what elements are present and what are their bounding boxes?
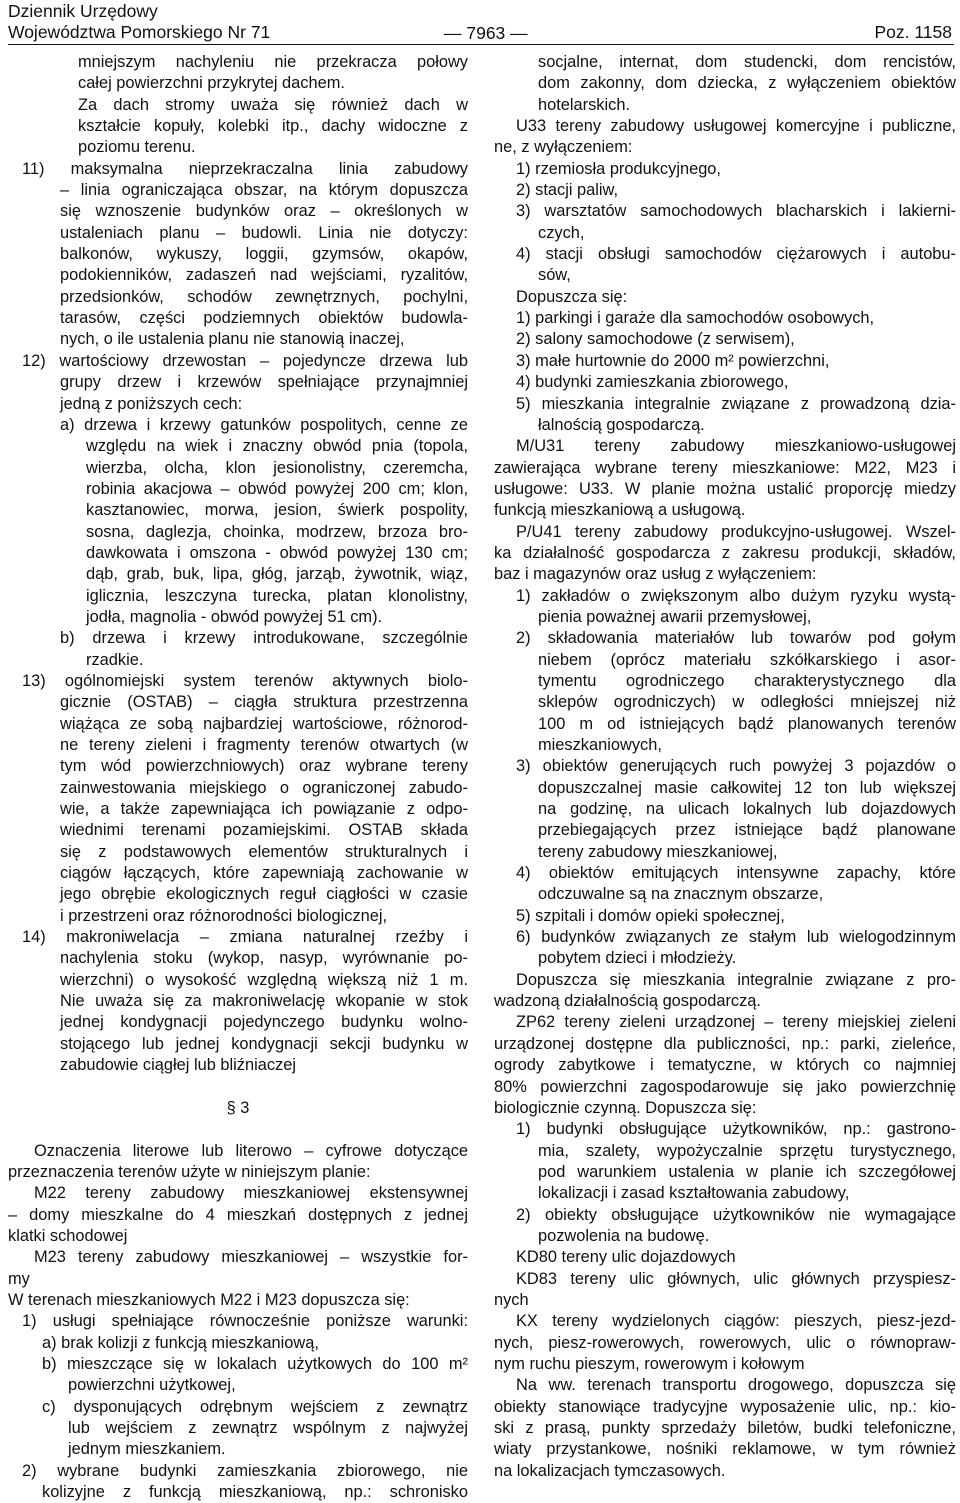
text-line: kolizyjne z funkcją mieszkaniową, np.: schronisko [42, 1483, 468, 1502]
text-line: 2) obiekty obsługujące użytkowników nie wymagające [516, 1205, 956, 1224]
text-line: powierzchni użytkowej, [68, 1376, 236, 1395]
text-line: wadzoną działalnością gospodarczą. [494, 992, 761, 1011]
text-line: ne, z wyłączeniem: [494, 138, 633, 157]
text-line: nym ruchu pieszym, rowerowym i kołowym [494, 1354, 805, 1373]
text-line: Dopuszcza się mieszkania integralnie związane z pro- [516, 970, 956, 989]
text-line: sklepów ogrodniczych) w odległości mniejszej niż [538, 693, 956, 712]
text-line: wiążąca ze sobą najbardziej wartościowe, różnorod- [60, 714, 468, 733]
left-text-column [8, 52, 468, 1503]
text-line: 2) wybrane budynki zamieszkania zbiorowego, nie [22, 1461, 468, 1480]
text-line: i przestrzeni oraz różnorodności biologicznej, [60, 906, 388, 925]
text-line: 11) maksymalna nieprzekraczalna linia zabudowy [22, 159, 468, 178]
text-line: jodła, magnolia - obwód powyżej 51 cm). [86, 607, 383, 626]
text-line: stojącego lub jednej kondygnacji sekcji budynku w [60, 1034, 468, 1053]
header-rule [8, 44, 954, 45]
text-line: klatki schodowej [8, 1226, 128, 1245]
text-line: – linia ograniczająca obszar, na którym dopuszcza [60, 181, 468, 200]
text-line: 4) obiektów emitujących intensywne zapachy, które [516, 864, 956, 883]
text-line: kształcie kopuły, kolebki itp., dachy widoczne z [78, 117, 468, 136]
text-line: 80% powierzchni zagospodarowuje się jako powierzchnię [494, 1077, 956, 1096]
text-line [8, 1119, 468, 1140]
text-line: nachylenia stoku (wykop, nasyp, wyrównanie po- [60, 949, 468, 968]
text-line: łalnością gospodarczą. [538, 415, 705, 434]
text-line: 3) warsztatów samochodowych blacharskich i lakierni- [516, 202, 956, 221]
text-line: mniejszym nachyleniu nie przekracza połowy [78, 53, 468, 71]
text-line: 1) budynki obsługujące użytkowników, np.: gastrono- [516, 1120, 956, 1139]
text-line: podokienników, zadaszeń nad wejściami, ryzalitów, [60, 266, 468, 285]
text-line: na godzinę, na ulicach lokalnych lub dojazdowych [538, 800, 956, 819]
text-line: jego obrębie ekologicznych reguł ciągłości w czasie [60, 885, 468, 904]
text-line: Za dach stromy uważa się również dach w [78, 95, 468, 114]
text-line: 100 m od istniejących bądź planowanych terenów [538, 714, 956, 733]
text-line: grupy drzew i krzewów spełniające przynajmniej [60, 373, 468, 392]
text-line: pobytem dzieci i młodzieży. [538, 949, 737, 968]
text-line: § 3 [226, 1098, 250, 1117]
text-line: Oznaczenia literowe lub literowo – cyfrowe dotyczące [34, 1141, 468, 1160]
text-line: przebiegających przez istniejące bądź planowane [538, 821, 956, 840]
text-line: 4) stacji obsługi samochodów ciężarowych i autobu- [516, 245, 956, 264]
text-line: ciągów łączących, które zapewniają zachowanie w [60, 864, 468, 883]
text-line [8, 1077, 468, 1098]
text-line: zainwestowania miejskiego o ograniczonej zabudo- [60, 778, 468, 797]
text-line: usługowe: U33. W planie można ustalić proporcję miedzy [494, 479, 956, 498]
text-line: nych, o ile ustalenia planu nie stanowią inaczej, [60, 330, 405, 349]
text-line: się wznoszenie budynków oraz – określonych w [60, 202, 468, 221]
text-line: tarasów, części podziemnych obiektów budowla- [60, 309, 468, 328]
text-line: socjalne, internat, dom studencki, dom rencistów, [538, 53, 956, 71]
text-line: a) drzewa i krzewy gatunków pospolitych, cenne ze [60, 415, 468, 434]
text-line: niebem (oprócz materiału szkółkarskiego i asor- [538, 650, 956, 669]
text-line: na lokalizacjach tymczasowych. [494, 1461, 726, 1480]
text-line: Nie uważa się za makroniwelację wkopanie w stok [60, 992, 468, 1011]
text-line: ka działalność gospodarcza z zakresu produkcji, składów, [494, 543, 956, 562]
text-line: zabudowie ciągłej lub bliźniaczej [60, 1056, 296, 1075]
text-line: tym wód powierzchniowych) oraz wybrane tereny [60, 757, 468, 776]
text-line: obiekty stanowiące tradycyjne wyposażenie ulic, np.: kio- [494, 1397, 956, 1416]
text-line: c) dysponujących odrębnym wejściem z zewnątrz [42, 1397, 468, 1416]
text-line: ski z prasą, punkty sprzedaży biletów, budki telefoniczne, [494, 1419, 956, 1437]
text-line: jednej kondygnacji pojedynczego budynku wolno- [60, 1013, 468, 1032]
text-line: b) drzewa i krzewy introdukowane, szczególnie [60, 629, 468, 648]
text-line: hotelarskich. [538, 95, 631, 114]
text-line: 6) budynków związanych ze stałym lub wielogodzinnym [516, 928, 956, 947]
text-line: baz i magazynów oraz usług z wyłączeniem: [494, 565, 817, 584]
text-line: wiednimi terenami pozamiejskimi. OSTAB składa [60, 821, 468, 840]
text-line: M/U31 tereny zabudowy mieszkaniowo-usługowej [516, 437, 956, 456]
text-line: przedsionków, schodów zewnętrznych, pochylni, [60, 287, 468, 306]
text-line: 1) zakładów o zwiększonym albo dużym ryzyku wystą- [516, 586, 956, 605]
text-line: sów, [538, 266, 571, 285]
text-line: lokalizacji i zasad kształtowania zabudowy, [538, 1184, 850, 1203]
text-line: 1) parkingi i garaże dla samochodów osobowych, [516, 309, 875, 328]
text-line: robinia akacjowa – obwód powyżej 200 cm; klon, [86, 479, 468, 498]
text-line: mia, szalety, wypożyczalnie sprzętu turystycznego, [538, 1141, 956, 1160]
text-line: P/U41 tereny zabudowy produkcyjno-usługowej. Wszel- [516, 522, 956, 541]
text-line: dąb, grab, buk, lipa, głóg, jarząb, żywotnik, wiąz, [86, 565, 468, 584]
text-line: wie, a także zapewniająca ich powiązanie z odpo- [60, 800, 468, 819]
right-text-column [494, 52, 956, 1482]
text-line: tymentu ogrodniczego charakterystycznego dla [538, 671, 956, 690]
text-line: a) brak kolizji z funkcją mieszkaniową, [42, 1333, 319, 1352]
text-line: 2) salony samochodowe (z serwisem), [516, 330, 795, 349]
text-line: 1) usługi spełniające równocześnie poniższe warunki: [22, 1312, 468, 1331]
text-line: pozwolenia na budowę. [538, 1226, 710, 1245]
text-line: Na ww. terenach transportu drogowego, dopuszcza się [516, 1376, 956, 1395]
text-line: urządzonej dostępne dla publiczności, np.: parki, zieleńce, [494, 1034, 956, 1053]
text-line: pod warunkiem ustalenia w planie ich szczegółowej [538, 1162, 956, 1181]
text-line: ZP62 tereny zieleni urządzonej – tereny miejskiej zieleni [516, 1013, 956, 1032]
text-line: Dopuszcza się: [516, 287, 628, 306]
journal-region-issue: Województwa Pomorskiego Nr 71 [8, 22, 271, 42]
text-line: – domy mieszkalne do 4 mieszkań dostępnych z jednej [8, 1205, 468, 1224]
text-line: M22 tereny zabudowy mieszkaniowej ekstensywnej [34, 1184, 468, 1203]
text-line: sosna, daglezja, choinka, modrzew, brzoza bro- [86, 522, 468, 541]
text-line: lub wejściem z zewnątrz wspólnym z najwyżej [68, 1419, 468, 1437]
journal-title: Dziennik Urzędowy [8, 1, 158, 21]
text-line: 5) szpitali i domów opieki społecznej, [516, 906, 785, 925]
text-line: mieszkaniowych, [538, 736, 662, 754]
text-line: wierzba, olcha, klon jesionolistny, czeremcha, [86, 458, 468, 477]
text-line: czych, [538, 223, 585, 242]
text-line: całej powierzchni przykrytej dachem. [78, 74, 345, 93]
text-line: ogrody zabytkowe i tematyczne, w których co najmniej [494, 1056, 956, 1075]
text-line: U33 tereny zabudowy usługowej komercyjne i publiczne, [516, 117, 956, 136]
text-line: iglicznia, leszczyna turecka, platan klonolistny, [86, 586, 468, 605]
text-line: funkcją mieszkaniową a usługową. [494, 501, 746, 520]
text-line: gicznie (OSTAB) – ciągła struktura przestrzenna [60, 693, 468, 712]
text-line: balkonów, wykuszy, loggii, gzymsów, okapów, [60, 245, 468, 264]
text-line: przeznaczenia terenów użyte w niniejszym planie: [8, 1162, 371, 1181]
text-line: nych, piesz-rowerowych, rowerowych, ulic o równopraw- [494, 1333, 956, 1352]
text-line: zawierająca wybrane tereny mieszkaniowe: M22, M23 i [494, 458, 956, 477]
text-line: ustaleniach planu – budowli. Linia nie dotyczy: [60, 223, 468, 242]
text-line: nych [494, 1290, 529, 1309]
text-line: ne tereny zieleni i fragmenty terenów otwartych (w [60, 736, 468, 754]
text-line: tereny zabudowy mieszkaniowej, [538, 842, 778, 861]
text-line: jedną z poniższych cech: [60, 394, 243, 413]
text-line: 3) obiektów generujących ruch powyżej 3 pojazdów o [516, 757, 956, 776]
text-line: 13) ogólnomiejski system terenów aktywnych biolo- [22, 671, 468, 690]
text-line: 2) składowania materiałów lub towarów pod gołym [516, 629, 956, 648]
text-line: pienia poważnej awarii przemysłowej, [538, 607, 812, 626]
text-line: KD83 tereny ulic głównych, ulic głównych przyspiesz- [516, 1269, 956, 1288]
text-line: 1) rzemiosła produkcyjnego, [516, 159, 721, 178]
text-line: wierzchni) o wysokość względną większą niż 1 m. [60, 970, 468, 989]
text-line: kasztanowiec, morwa, jesion, świerk pospolity, [86, 501, 468, 520]
text-line: dopuszczalnej masie całkowitej 12 ton lub większej [538, 778, 956, 797]
text-line: odczuwalne są na znacznym obszarze, [538, 885, 824, 904]
text-line: 14) makroniwelacja – zmiana naturalnej rzeźby i [22, 928, 468, 947]
text-line: KD80 tereny ulic dojazdowych [516, 1248, 736, 1267]
text-line: W terenach mieszkaniowych M22 i M23 dopuszcza się: [8, 1290, 410, 1309]
text-line: wiaty przystankowe, nośniki reklamowe, w tym również [494, 1440, 956, 1459]
text-line: 3) małe hurtownie do 2000 m² powierzchni, [516, 351, 830, 370]
text-line: dom zakonny, dom dziecka, z wyłączeniem obiektów [538, 74, 956, 93]
text-line: się z podstawowych elementów strukturalnych i [60, 842, 468, 861]
text-line: poziomu terenu. [78, 138, 196, 157]
text-line: biologicznie czynną. Dopuszcza się: [494, 1098, 757, 1117]
text-line: 2) stacji paliw, [516, 181, 619, 200]
text-line: KX tereny wydzielonych ciągów: pieszych, piesz-jezd- [516, 1312, 956, 1331]
page-number: — 7963 — [444, 23, 528, 43]
text-line: 5) mieszkania integralnie związane z prowadzoną dzia- [516, 394, 956, 413]
text-line: względu na wiek i znaczny obwód pnia (topola, [86, 437, 468, 456]
text-line: 12) wartościowy drzewostan – pojedyncze drzewa lub [22, 351, 468, 370]
text-line: jednym mieszkaniem. [68, 1440, 226, 1459]
text-line: 4) budynki zamieszkania zbiorowego, [516, 373, 789, 392]
position-number: Poz. 1158 [874, 22, 952, 42]
text-line: b) mieszczące się w lokalach użytkowych do 100 m² [42, 1354, 468, 1373]
page-header [0, 0, 960, 44]
text-line: rzadkie. [86, 650, 144, 669]
text-line: my [8, 1269, 30, 1288]
text-line: M23 tereny zabudowy mieszkaniowej – wszystkie for- [34, 1248, 468, 1267]
text-line: dawkowata i omszona - obwód powyżej 130 cm; [86, 543, 468, 562]
